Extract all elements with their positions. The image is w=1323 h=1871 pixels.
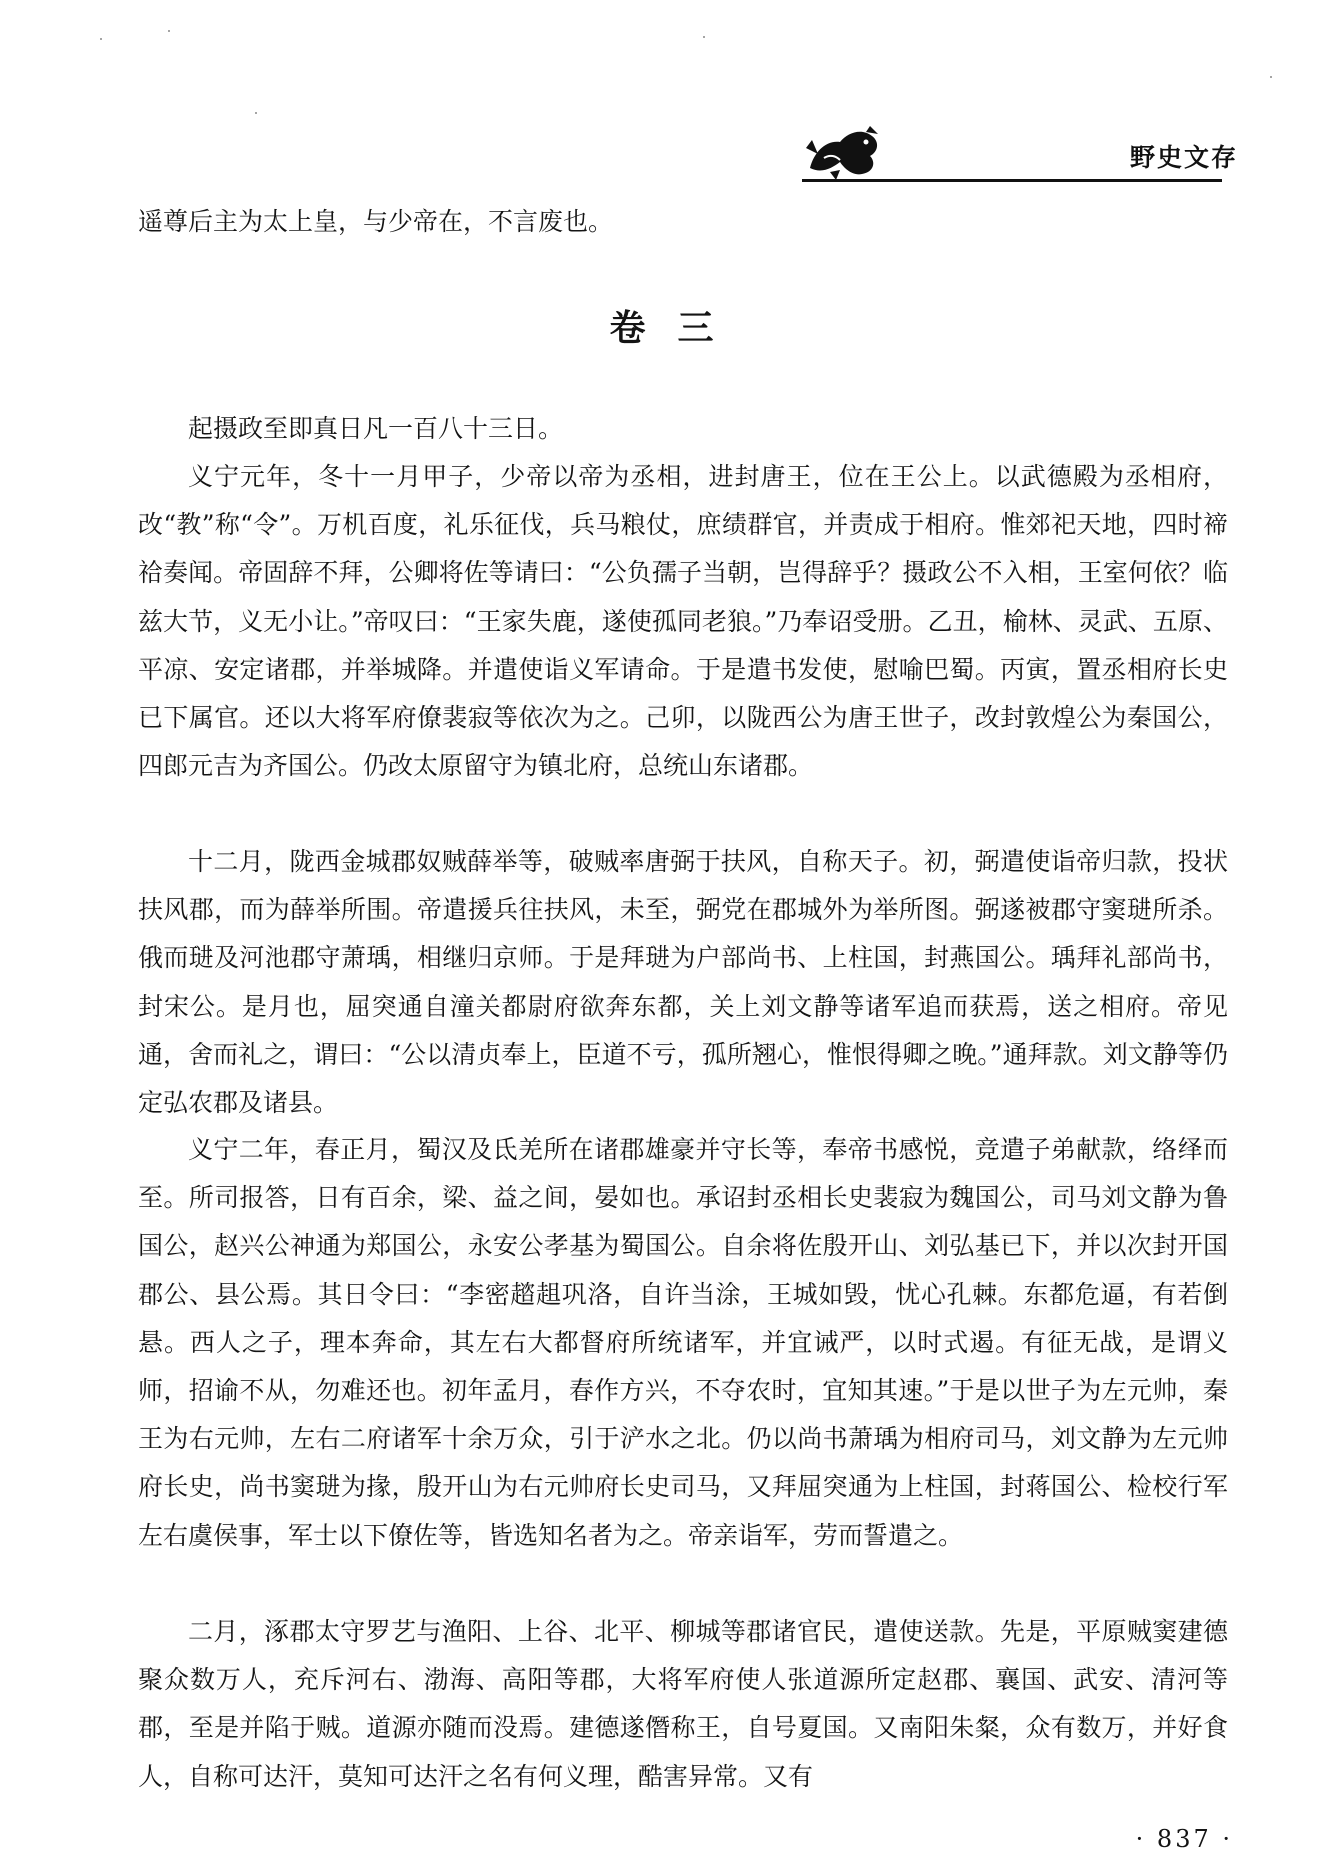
- scan-speck: [1270, 76, 1272, 78]
- paragraph: 起摄政至即真日凡一百八十三日。: [188, 414, 564, 443]
- scan-speck: [255, 112, 257, 114]
- page-number: · 837 ·: [1135, 1825, 1233, 1853]
- scan-speck: [168, 30, 170, 32]
- running-header-title: 野史文存: [1129, 143, 1238, 172]
- chapter-title: 卷三: [609, 308, 746, 349]
- header-rule: [802, 179, 1222, 182]
- paragraph: 十二月，陇西金城郡奴贼薛举等，破贼率唐弼于扶风，自称天子。初，弼遣使诣帝归款，投状扶风郡，而为薛举所围。帝遣援兵往扶风，未至，弼党在郡城外为举所图。弼遂被郡守窦琎所杀。俄而琎及河池郡守萧瑀，相继归京师。于是拜琎为户部尚书、上柱国，封燕国公。瑀拜礼部尚书，封宋公。是月也，屈突通自潼关都尉府欲奔东都，关上刘文静等诸军追而获焉，送之相府。帝见通，舍而礼之，谓曰：“公以清贞奉上，臣道不亏，孤所翘心，惟恨得卿之晚。”通拜款。刘文静等仍定弘农郡及诸县。: [138, 847, 1228, 1118]
- scan-speck: [703, 36, 705, 38]
- paragraph: 义宁元年，冬十一月甲子，少帝以帝为丞相，进封唐王，位在王公上。以武德殿为丞相府，改“教”称“令”。万机百度，礼乐征伐，兵马粮仗，庶绩群官，并责成于相府。惟郊祀天地，四时禘祫奏闻。帝固辞不拜，公卿将佐等请曰：“公负孺子当朝，岂得辞乎？摄政公不入相，王室何依？临兹大节，义无小让。”帝叹曰：“王家失鹿，遂使孤同老狼。”乃奉诏受册。乙丑，榆林、灵武、五原、平凉、安定诸郡，并举城降。并遣使诣义军请命。于是遣书发使，慰喻巴蜀。丙寅，置丞相府长史已下属官。还以大将军府僚裴寂等依次为之。己卯，以陇西公为唐王世子，改封敦煌公为秦国公，四郎元吉为齐国公。仍改太原留守为镇北府，总统山东诸郡。: [138, 462, 1228, 781]
- paragraph: 义宁二年，春正月，蜀汉及氐羌所在诸郡雄豪并守长等，奉帝书感悦，竞遣子弟献款，络绎而至。所司报答，日有百余，梁、益之间，晏如也。承诏封丞相长史裴寂为魏国公，司马刘文静为鲁国公，赵兴公神通为郑国公，永安公孝基为蜀国公。自余将佐殷开山、刘弘基已下，并以次封开国郡公、县公焉。其日令曰：“李密趦趄巩洛，自许当涂，王城如毁，忧心孔棘。东都危逼，有若倒悬。西人之子，理本奔命，其左右大都督府所统诸军，并宜诫严，以时式遏。有征无战，是谓义师，招谕不从，勿难还也。初年孟月，春作方兴，不夺农时，宜知其速。”于是以世子为左元帅，秦王为右元帅，左右二府诸军十余万众，引于浐水之北。仍以尚书萧瑀为相府司马，刘文静为左元帅府长史，尚书窦琎为掾，殷开山为右元帅府长史司马，又拜屈突通为上柱国，封蒋国公、检校行军左右虞侯事，军士以下僚佐等，皆选知名者为之。帝亲诣军，劳而誓遣之。: [138, 1135, 1228, 1550]
- scan-speck: [100, 38, 102, 40]
- continuation-line: 遥尊后主为太上皇，与少帝在，不言废也。: [138, 207, 614, 236]
- paragraph: 二月，涿郡太守罗艺与渔阳、上谷、北平、柳城等郡诸官民，遣使送款。先是，平原贼窦建德聚众数万人，充斥河右、渤海、高阳等郡，大将军府使人张道源所定赵郡、襄国、武安、清河等郡，至是并陷于贼。道源亦随而没焉。建德遂僭称王，自号夏国。又南阳朱粲，众有数万，并好食人，自称可达汗，莫知可达汗之名有何义理，酷害异常。又有: [138, 1617, 1228, 1791]
- dragon-emblem-icon: [800, 118, 888, 180]
